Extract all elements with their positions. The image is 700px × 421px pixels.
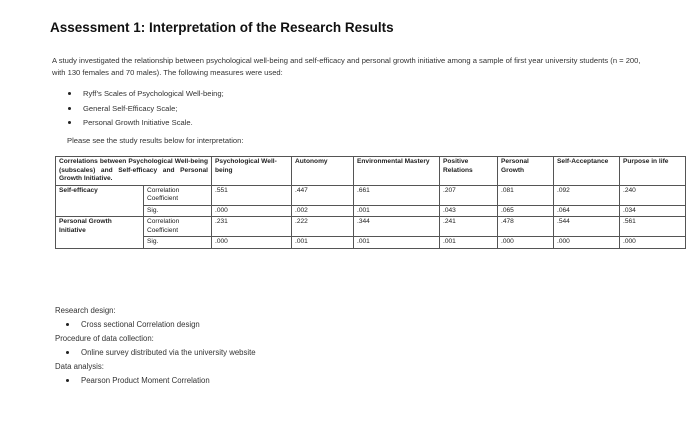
table-cell: .544 [554,217,620,237]
stat-label: Sig. [144,237,212,249]
list-item: Pearson Product Moment Correlation [65,374,256,388]
table-row [56,237,686,249]
list-item: Online survey distributed via the university website [65,346,256,360]
data-analysis-list [55,374,256,388]
measures-list [67,87,224,131]
list-item: Ryff’s Scales of Psychological Well-being; [67,87,224,102]
research-design-list [55,318,256,332]
research-design-label: Research design: [55,306,116,315]
column-header: Positive Relations [440,157,498,186]
column-header: Autonomy [292,157,354,186]
table-row [56,205,686,217]
row-label: Personal Growth Initiative [56,217,144,249]
procedure-label: Procedure of data collection: [55,334,154,343]
intro-paragraph: A study investigated the relationship between psychological well-being and self-efficacy and personal growth initiative among a sample of first year university students (n = 200, with 130 females and 70 males). The following measures were used: [52,56,641,77]
list-item: Personal Growth Initiative Scale. [67,116,224,131]
table-cell: .000 [212,237,292,249]
table-cell: .001 [354,205,440,217]
table-cell: .000 [620,237,686,249]
table-cell: .034 [620,205,686,217]
column-header: Self-Acceptance [554,157,620,186]
table-cell: .001 [440,237,498,249]
table-cell: .001 [354,237,440,249]
table-cell: .231 [212,217,292,237]
table-cell: .001 [292,237,354,249]
column-header: Purpose in life [620,157,686,186]
table-cell: .002 [292,205,354,217]
procedure-list [55,346,256,360]
column-header: Environmental Mastery [354,157,440,186]
list-item: General Self-Efficacy Scale; [67,102,224,117]
table-cell: .478 [498,217,554,237]
table-cell: .000 [498,237,554,249]
stat-label: Sig. [144,205,212,217]
table-corner-header: Correlations between Psychological Well-being (subscales) and Self-efficacy and Personal Growth Initiative. [56,157,212,186]
table-cell: .043 [440,205,498,217]
column-header: Personal Growth [498,157,554,186]
table-cell: .551 [212,185,292,205]
table-cell: .092 [554,185,620,205]
table-cell: .222 [292,217,354,237]
table-header-row [56,157,686,186]
table-row [56,217,686,237]
research-section [55,304,256,388]
table-cell: .240 [620,185,686,205]
table-row [56,185,686,205]
results-table [55,156,686,249]
row-label: Self-efficacy [56,185,144,217]
stat-label: Correlation Coefficient [144,185,212,205]
table-cell: .344 [354,217,440,237]
table-cell: .241 [440,217,498,237]
table-cell: .561 [620,217,686,237]
table-cell: .661 [354,185,440,205]
instruction-text: Please see the study results below for interpretation: [67,136,244,145]
table-cell: .207 [440,185,498,205]
stat-label: Correlation Coefficient [144,217,212,237]
table-cell: .065 [498,205,554,217]
table-cell: .447 [292,185,354,205]
list-item: Cross sectional Correlation design [65,318,256,332]
data-analysis-label: Data analysis: [55,362,104,371]
table-cell: .000 [212,205,292,217]
table-cell: .000 [554,237,620,249]
column-header: Psychological Well-being [212,157,292,186]
table-cell: .081 [498,185,554,205]
page-title: Assessment 1: Interpretation of the Research Results [50,20,394,35]
table-cell: .064 [554,205,620,217]
